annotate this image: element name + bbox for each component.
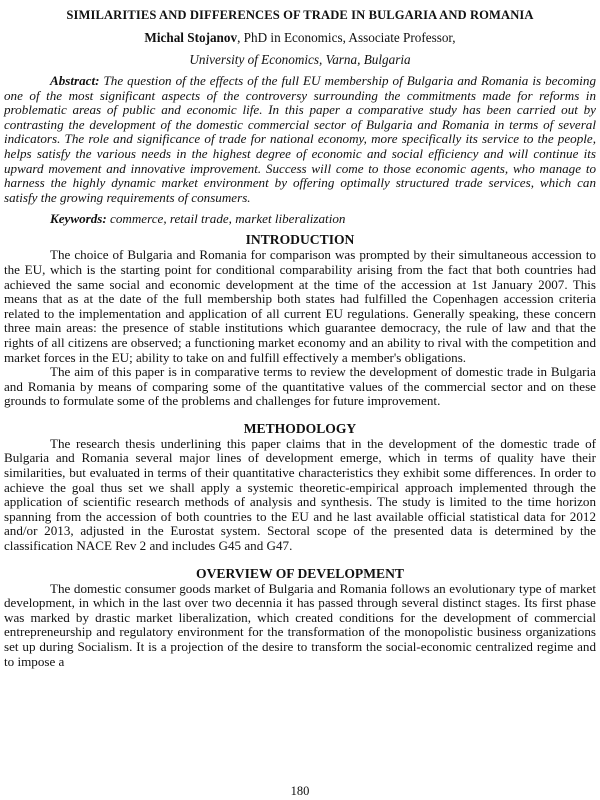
- methodology-paragraph-1: The research thesis underlining this paper claims that in the development of the domestic trade of Bulgaria and Romania several major lines of development emerge, which in terms of quality have their similarities, but evaluated in terms of their quantitative characteristics they exhibit some differences. In order to achieve the goal thus set we shall apply a systemic theoretic-empirical approach implemented through the application of scientific research methods of analysis and synthesis. The study is limited to the time horizon spanning from the accession of both countries to the EU and he last available official statistical data for 2012 and/or 2013, adjusted in the Eurostat system. Sectoral scope of the presented data is determined by the classification NACE Rev 2 and includes G45 and G47.: [4, 435, 596, 554]
- author-name: Michal Stojanov: [144, 30, 238, 45]
- affiliation: University of Economics, Varna, Bulgaria: [189, 52, 411, 67]
- section-heading-methodology: METHODOLOGY: [243, 420, 357, 436]
- section-heading-introduction: INTRODUCTION: [245, 232, 355, 248]
- section-heading-overview: OVERVIEW OF DEVELOPMENT: [196, 565, 404, 581]
- keywords: [4, 211, 596, 226]
- introduction-paragraph-2: The aim of this paper is in comparative terms to review the development of domestic trade in Bulgaria and Romania by means of comparing some of the quantitative values of the commercial sector and on these grounds to formulate some of the problems and challenges for future improvement.: [4, 364, 596, 409]
- keywords-label: Keywords:: [50, 211, 107, 227]
- abstract: [4, 74, 596, 205]
- author-credentials: , PhD in Economics, Associate Professor,: [237, 30, 456, 45]
- keywords-text: commerce, retail trade, market liberalization: [106, 211, 346, 227]
- introduction-paragraph-1: The choice of Bulgaria and Romania for comparison was prompted by their simultaneous accession to the EU, which is the starting point for conditional comparability arising from the fact that both countries had achieved the same social and economic development at the time of the accession at 1st January 2007. This means that as at the date of the full membership both states had fulfilled the Copenhagen accession criteria related to the implementation and application of all current EU regulations. Generally speaking, these concern three main areas: the presence of stable institutions which guarantee democracy, the rule of law and that the rights of all citizens are observed; a functioning market economy and an ability to rival with the competition and market forces in the EU; ability to take on and fulfill effectively a member's obligations.: [4, 247, 596, 365]
- paper-title: SIMILARITIES AND DIFFERENCES OF TRADE IN BULGARIA AND ROMANIA: [66, 8, 534, 22]
- author-line: [4, 30, 596, 46]
- abstract-text: The question of the effects of the full EU membership of Bulgaria and Romania is becoming one of the most significant aspects of the controversy surrounding the commitments made for reforms in problematic areas of public and economic life. In this paper a comparative study has been carried out by contrasting the development of the domestic commercial sector of Bulgaria and Romania in terms of several indicators. The role and significance of trade for national economy, more specifically its service to the people, helps satisfy the various needs in the highest degree of economic and social efficiency and will continue its upward movement and innovative improvement. Success will come to those economic agents, who manage to harness the highly dynamic market environment by offering optimally structured trade services, which can satisfy the growing requirements of consumers.: [4, 73, 596, 205]
- page-number: 180: [290, 784, 310, 798]
- overview-paragraph-1: The domestic consumer goods market of Bulgaria and Romania follows an evolutionary type of market development, in which in the last over two decennia it has passed through several distinct stages. Its first phase was marked by drastic market liberalization, which created conditions for the development of commercial entrepreneurship and regulatory environment for the transformation of the monopolistic business organizations set up during Socialism. It is a projection of the desire to transform the social-economic centralized regime and to impose a: [4, 580, 596, 669]
- abstract-label: Abstract:: [50, 73, 100, 88]
